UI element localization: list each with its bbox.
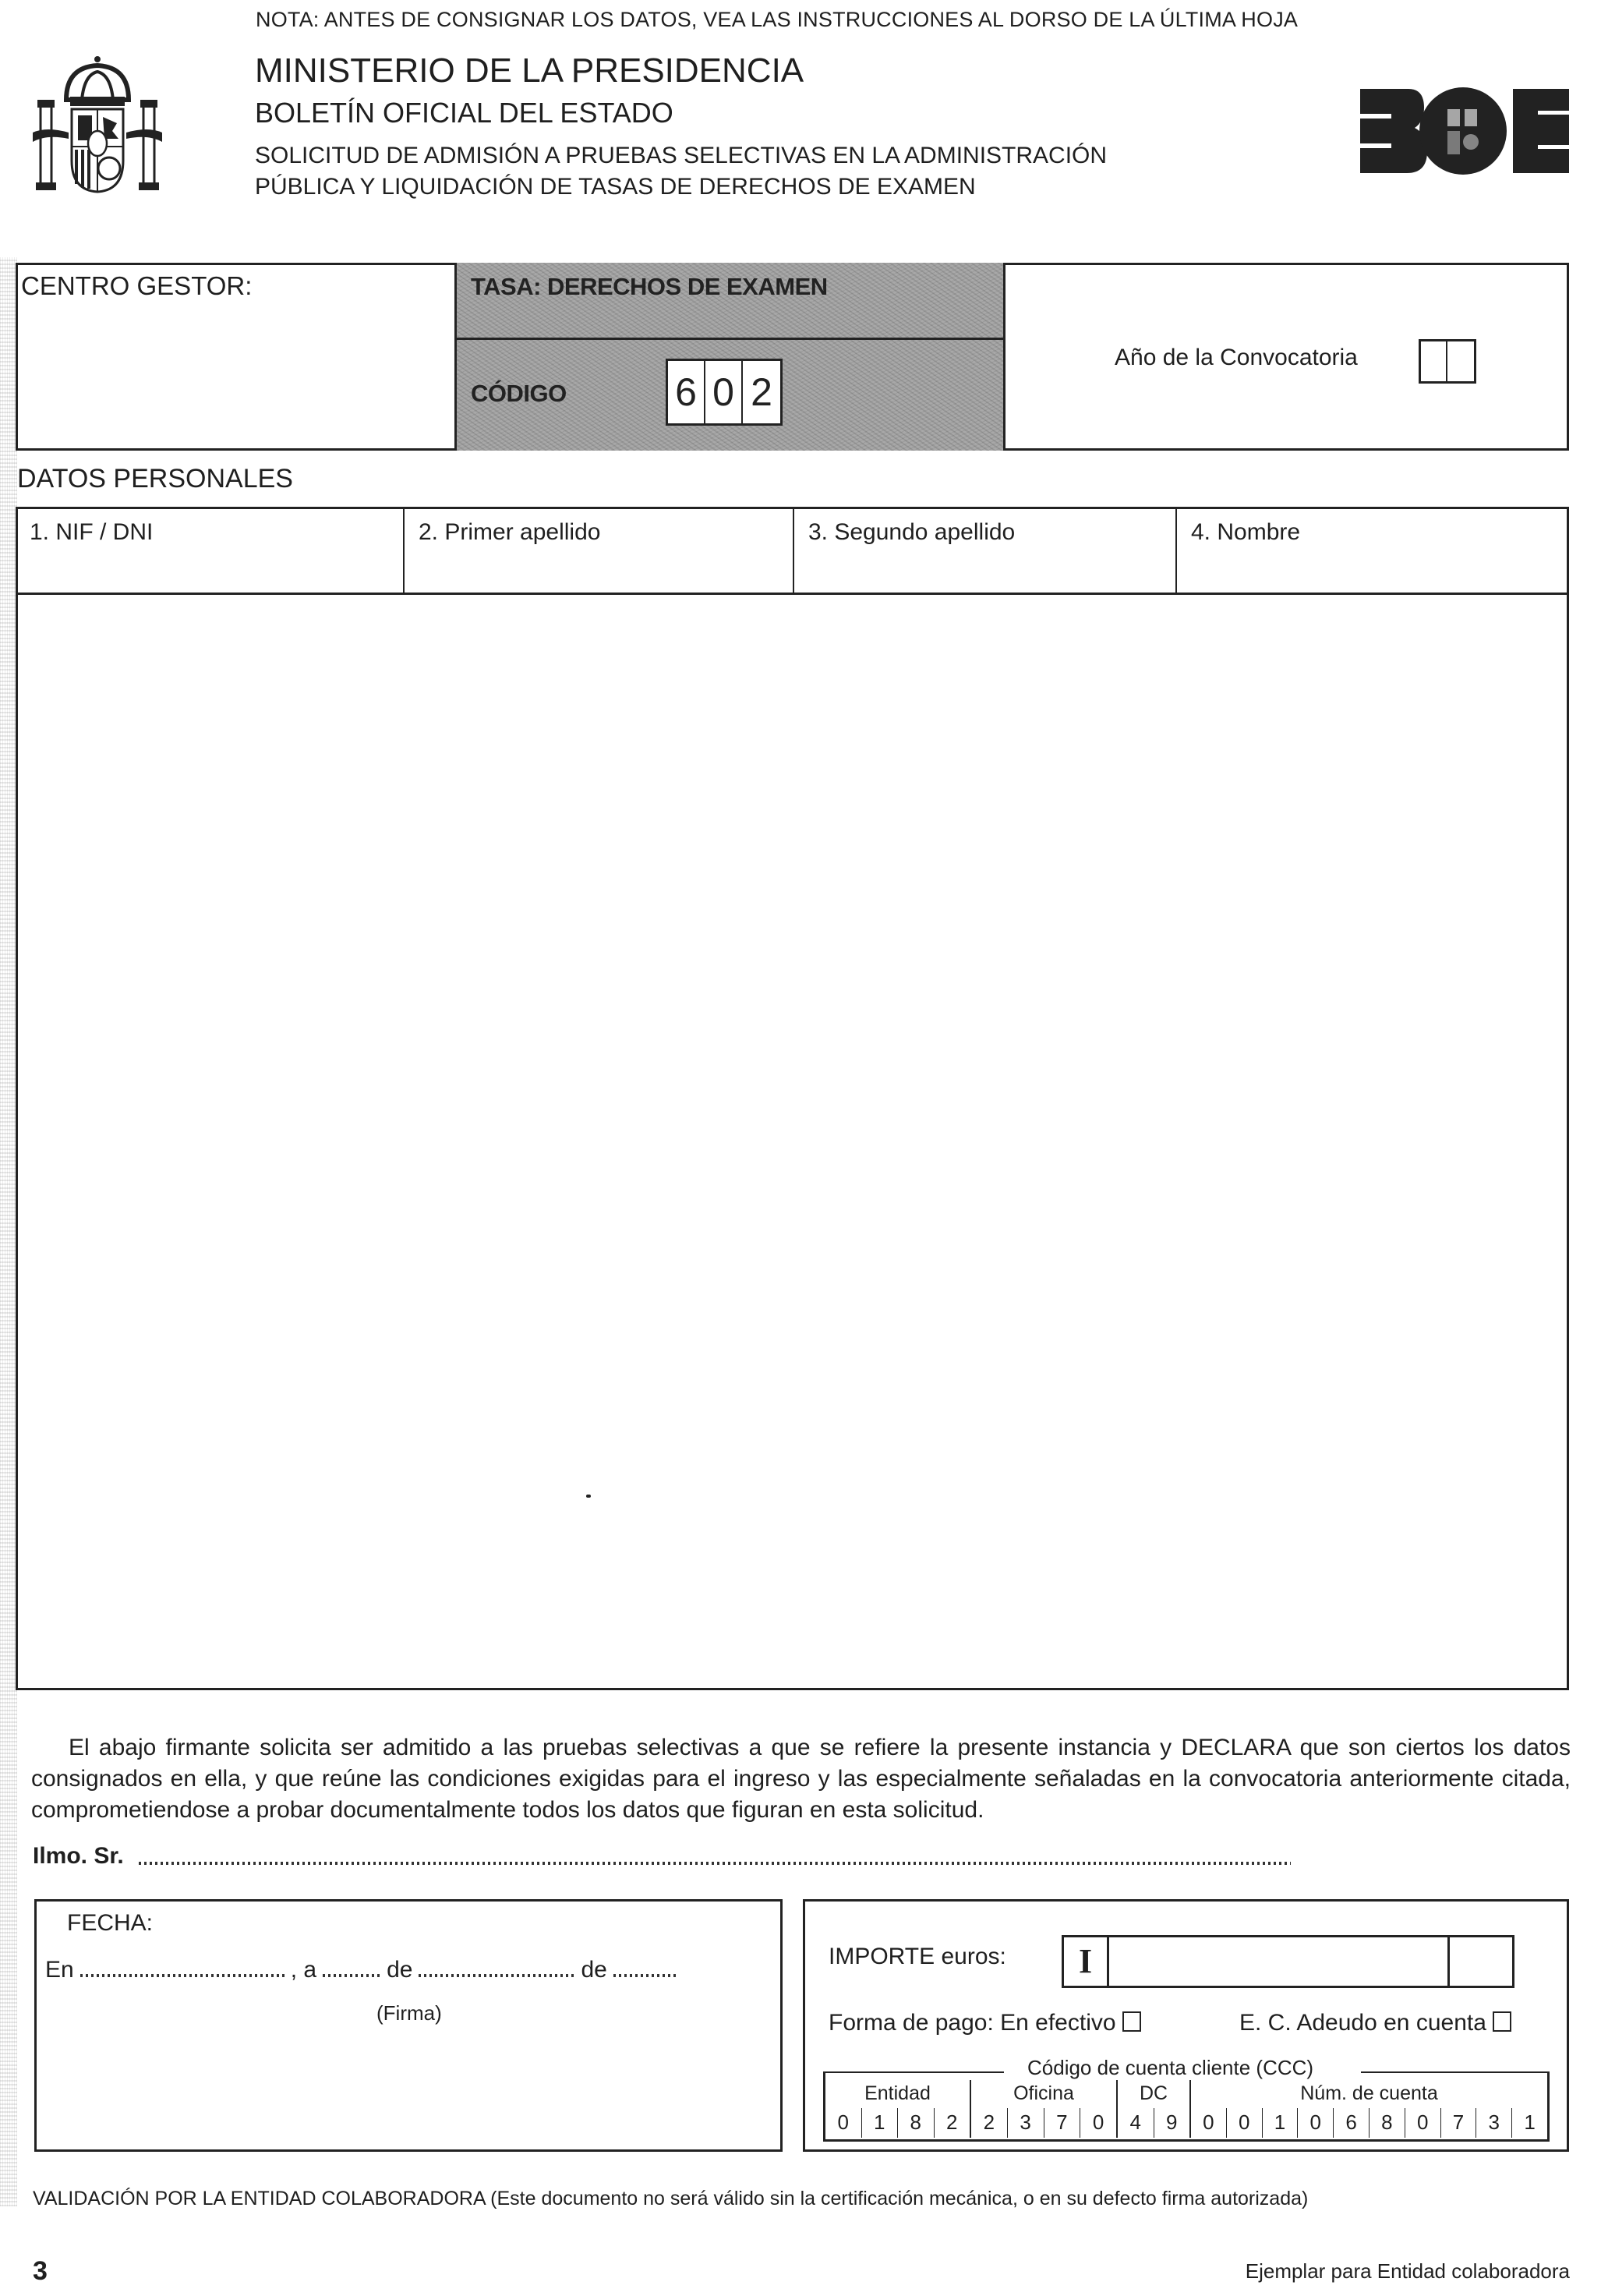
- anio-digit-box[interactable]: [1421, 341, 1447, 381]
- ccc-digit[interactable]: 1: [1263, 2108, 1299, 2138]
- ccc-title: Código de cuenta cliente (CCC): [1027, 2056, 1314, 2079]
- tasa-label: TASA: DERECHOS DE EXAMEN: [471, 273, 828, 300]
- ccc-digit[interactable]: 0: [1298, 2108, 1334, 2138]
- efectivo-checkbox[interactable]: [1122, 2011, 1141, 2032]
- forma-pago-adeudo: [1239, 2010, 1511, 2036]
- ccc-digit[interactable]: 6: [1334, 2108, 1370, 2138]
- boletin-subtitle: BOLETÍN OFICIAL DEL ESTADO: [255, 97, 673, 129]
- ccc-field: [825, 2080, 1547, 2138]
- ccc-digit[interactable]: 0: [825, 2108, 862, 2138]
- ccc-digit[interactable]: 2: [946, 2110, 958, 2134]
- anio-convocatoria-field[interactable]: [1419, 339, 1476, 384]
- fecha-line: [45, 1957, 677, 1983]
- nif-dni-label: 1. NIF / DNI: [30, 519, 154, 545]
- ccc-digit[interactable]: 0: [1191, 2108, 1227, 2138]
- ccc-digit[interactable]: 7: [1441, 2108, 1477, 2138]
- primer-apellido-label: 2. Primer apellido: [419, 519, 601, 545]
- ccc-digit[interactable]: 3: [1476, 2108, 1512, 2138]
- importe-decimals-input[interactable]: [1450, 1937, 1512, 1986]
- ccc-digit[interactable]: 8: [898, 2108, 935, 2138]
- ccc-digit[interactable]: 2: [971, 2108, 1008, 2138]
- ccc-digit[interactable]: 0: [1092, 2110, 1104, 2134]
- datos-personales-title: DATOS PERSONALES: [17, 464, 293, 494]
- importe-label: IMPORTE euros:: [829, 1944, 1006, 1969]
- fecha-a-label: , a: [290, 1957, 317, 1983]
- page-number: 3: [33, 2256, 48, 2286]
- ccc-digit[interactable]: 3: [1008, 2108, 1044, 2138]
- anio-digit-box[interactable]: [1447, 341, 1474, 381]
- codigo-boxes: [666, 359, 783, 426]
- ccc-dc: [1118, 2080, 1191, 2138]
- ministry-title: MINISTERIO DE LA PRESIDENCIA: [255, 51, 804, 90]
- firma-label: (Firma): [376, 2001, 442, 2025]
- importe-prefix: I: [1064, 1937, 1109, 1986]
- scan-edge-noise: [0, 257, 17, 2206]
- codigo-label: CÓDIGO: [471, 380, 567, 407]
- tasa-divider: [454, 338, 1005, 340]
- centro-gestor-label: CENTRO GESTOR:: [21, 271, 253, 300]
- ccc-digit[interactable]: 7: [1044, 2108, 1081, 2138]
- ccc-digit[interactable]: 0: [1405, 2108, 1441, 2138]
- forma-pago-efectivo: [829, 2010, 1141, 2036]
- fecha-de-label-1: de: [387, 1957, 413, 1983]
- datos-personales-box: [16, 507, 1569, 1690]
- validacion-note: VALIDACIÓN POR LA ENTIDAD COLABORADORA (Este documento no será válido sin la certificación mecánica, o en su defecto firma autorizada): [33, 2188, 1309, 2209]
- ccc-oficina-label: Oficina: [1013, 2082, 1074, 2104]
- codigo-digit: 2: [751, 370, 772, 414]
- importe-field[interactable]: [1062, 1935, 1514, 1988]
- mes-dotted-field[interactable]: [419, 1974, 574, 1977]
- lugar-dotted-field[interactable]: [80, 1974, 285, 1977]
- adeudo-checkbox[interactable]: [1493, 2011, 1511, 2032]
- instructions-note: NOTA: ANTES DE CONSIGNAR LOS DATOS, VEA LAS INSTRUCCIONES AL DORSO DE LA ÚLTIMA HOJA: [256, 8, 1299, 31]
- fecha-en-label: En: [45, 1957, 74, 1983]
- ccc-digit[interactable]: 1: [862, 2108, 899, 2138]
- boe-logo-icon: [1360, 86, 1569, 178]
- forma-pago-label: Forma de pago: En efectivo: [829, 2010, 1116, 2036]
- ccc-digit[interactable]: 8: [1370, 2108, 1405, 2138]
- ccc-entidad-label: Entidad: [864, 2082, 931, 2104]
- datos-personales-fields: [16, 507, 1569, 595]
- ccc-oficina: [971, 2080, 1118, 2138]
- ilmo-sr-label: Ilmo. Sr.: [33, 1843, 124, 1869]
- fecha-firma-box: [34, 1899, 783, 2152]
- ccc-num-cuenta: [1191, 2080, 1547, 2138]
- copy-designation: Ejemplar para Entidad colaboradora: [1245, 2259, 1570, 2283]
- declaration-text: El abajo firmante solicita ser admitido a las pruebas selectivas a que se refiere la presente instancia y DECLARA que son ciertos los datos consignados en ella, y que reúne las condiciones exigidas para el ingreso y las especialmente señaladas en la convocatoria anteriormente citada, comprometiendose a probar documentalmente todos los datos que figuran en esta solicitud.: [31, 1735, 1571, 1823]
- ccc-entidad: [825, 2080, 971, 2138]
- nombre-label: 4. Nombre: [1191, 519, 1301, 545]
- codigo-digit: 6: [668, 361, 705, 423]
- nombre-field[interactable]: [1177, 507, 1564, 593]
- fecha-de-label-2: de: [581, 1957, 607, 1983]
- anio-convocatoria-label: Año de la Convocatoria: [1115, 345, 1358, 370]
- codigo-digit: 0: [705, 361, 743, 423]
- form-title-line1: SOLICITUD DE ADMISIÓN A PRUEBAS SELECTIVAS EN LA ADMINISTRACIÓN: [255, 143, 1108, 168]
- ccc-digit[interactable]: 0: [1227, 2108, 1263, 2138]
- primer-apellido-field[interactable]: [405, 507, 794, 593]
- fecha-label: FECHA:: [67, 1910, 154, 1936]
- form-title-line2: PÚBLICA Y LIQUIDACIÓN DE TASAS DE DERECHOS DE EXAMEN: [255, 174, 976, 200]
- spain-coat-of-arms-icon: [23, 51, 171, 200]
- ccc-dc-label: DC: [1139, 2082, 1168, 2104]
- importe-value-input[interactable]: [1109, 1937, 1450, 1986]
- segundo-apellido-field[interactable]: [794, 507, 1177, 593]
- ccc-digit[interactable]: 9: [1166, 2110, 1178, 2134]
- ilmo-sr-dotted-line[interactable]: [139, 1862, 1291, 1865]
- anio-dotted-field[interactable]: [613, 1974, 677, 1977]
- dia-dotted-field[interactable]: [323, 1974, 380, 1977]
- scan-speck: [586, 1495, 591, 1498]
- ccc-digit[interactable]: 4: [1118, 2108, 1154, 2138]
- nif-dni-field[interactable]: [16, 507, 405, 593]
- segundo-apellido-label: 3. Segundo apellido: [808, 519, 1016, 545]
- adeudo-label: E. C. Adeudo en cuenta: [1239, 2010, 1486, 2036]
- ccc-num-cuenta-label: Núm. de cuenta: [1300, 2082, 1438, 2104]
- ccc-digit[interactable]: 1: [1524, 2110, 1536, 2134]
